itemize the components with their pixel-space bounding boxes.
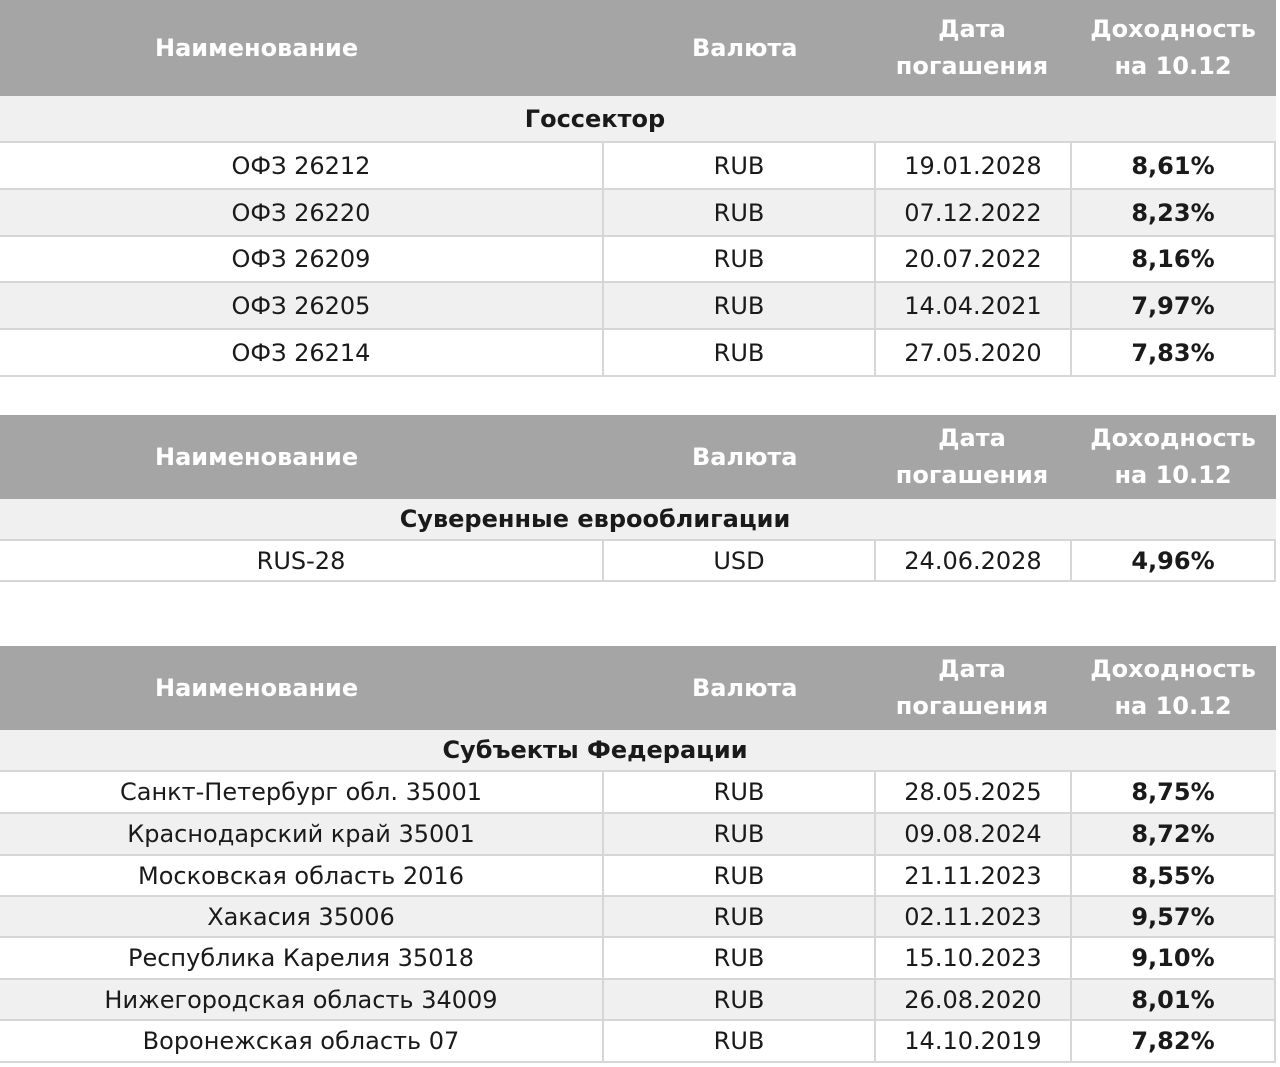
cell-name: RUS-28 [256,546,346,575]
table-row [0,330,1276,377]
cell-date: 14.10.2019 [874,1021,1070,1061]
cell-currency: RUB [602,814,874,854]
table-header [0,415,1276,499]
cell-date: 27.05.2020 [874,330,1070,375]
header-yield: Доходность на 10.12 [1090,15,1256,80]
cell-date: 28.05.2025 [874,772,1070,812]
cell-yield: 7,83% [1070,330,1276,375]
cell-yield: 9,57% [1070,897,1276,936]
header-currency: Валюта [692,33,798,62]
cell-currency: RUB [602,283,874,328]
header-name: Наименование [155,442,359,471]
table-row [0,143,1276,190]
table-body [0,143,1276,377]
cell-name: Краснодарский край 35001 [127,820,475,848]
table-body [0,541,1276,582]
cell-yield: 9,10% [1070,938,1276,978]
header-yield: Доходность на 10.12 [1090,655,1256,720]
cell-yield: 7,97% [1070,283,1276,328]
table-row [0,980,1276,1021]
cell-currency: RUB [602,237,874,281]
cell-name: ОФЗ 26212 [231,151,371,180]
cell-name: Республика Карелия 35018 [128,944,474,972]
cell-date: 02.11.2023 [874,897,1070,936]
section-title [0,499,1276,541]
cell-name: ОФЗ 26214 [231,338,371,367]
cell-name: Хакасия 35006 [207,902,395,931]
cell-yield: 7,82% [1070,1021,1276,1061]
section-label: Суверенные еврооблигации [399,505,791,533]
table-regions [0,646,1276,1063]
cell-yield: 8,01% [1070,980,1276,1019]
cell-date: 09.08.2024 [874,814,1070,854]
cell-yield: 8,23% [1070,190,1276,235]
cell-yield: 8,16% [1070,237,1276,281]
table-row [0,897,1276,938]
header-currency: Валюта [692,673,798,702]
table-gossektor [0,0,1276,377]
header-name: Наименование [155,33,359,62]
cell-name: Нижегородская область 34009 [104,985,498,1014]
table-row [0,856,1276,897]
cell-yield: 4,96% [1070,541,1276,580]
cell-date: 21.11.2023 [874,856,1070,895]
cell-currency: RUB [602,143,874,188]
cell-name: ОФЗ 26209 [231,245,371,273]
cell-date: 07.12.2022 [874,190,1070,235]
cell-currency: RUB [602,772,874,812]
header-yield: Доходность на 10.12 [1090,424,1256,489]
cell-currency: USD [602,541,874,580]
cell-currency: RUB [602,1021,874,1061]
cell-date: 15.10.2023 [874,938,1070,978]
cell-date: 20.07.2022 [874,237,1070,281]
cell-yield: 8,61% [1070,143,1276,188]
cell-currency: RUB [602,980,874,1019]
cell-yield: 8,75% [1070,772,1276,812]
header-maturity: Дата погашения [895,655,1049,720]
cell-date: 26.08.2020 [874,980,1070,1019]
cell-name: Московская область 2016 [138,861,464,890]
cell-name: ОФЗ 26220 [231,198,371,227]
section-label: Госсектор [524,104,666,133]
cell-name: ОФЗ 26205 [231,291,371,320]
cell-yield: 8,55% [1070,856,1276,895]
cell-yield: 8,72% [1070,814,1276,854]
table-row [0,541,1276,582]
header-maturity: Дата погашения [895,15,1049,80]
table-row [0,190,1276,237]
cell-date: 19.01.2028 [874,143,1070,188]
table-body [0,772,1276,1063]
header-maturity: Дата погашения [895,424,1049,489]
table-header [0,0,1276,96]
header-currency: Валюта [692,442,798,471]
table-header [0,646,1276,730]
cell-currency: RUB [602,190,874,235]
table-row [0,1021,1276,1063]
table-row [0,814,1276,856]
cell-date: 14.04.2021 [874,283,1070,328]
cell-name: Санкт-Петербург обл. 35001 [120,778,482,806]
cell-currency: RUB [602,897,874,936]
cell-currency: RUB [602,856,874,895]
table-row [0,283,1276,330]
table-eurobonds [0,415,1276,582]
header-name: Наименование [155,673,359,702]
table-row [0,772,1276,814]
cell-date: 24.06.2028 [874,541,1070,580]
cell-name: Воронежская область 07 [142,1027,460,1055]
section-title [0,730,1276,772]
cell-currency: RUB [602,938,874,978]
section-label: Субъекты Федерации [442,736,748,764]
table-row [0,938,1276,980]
cell-currency: RUB [602,330,874,375]
table-row [0,237,1276,283]
section-title [0,96,1276,143]
